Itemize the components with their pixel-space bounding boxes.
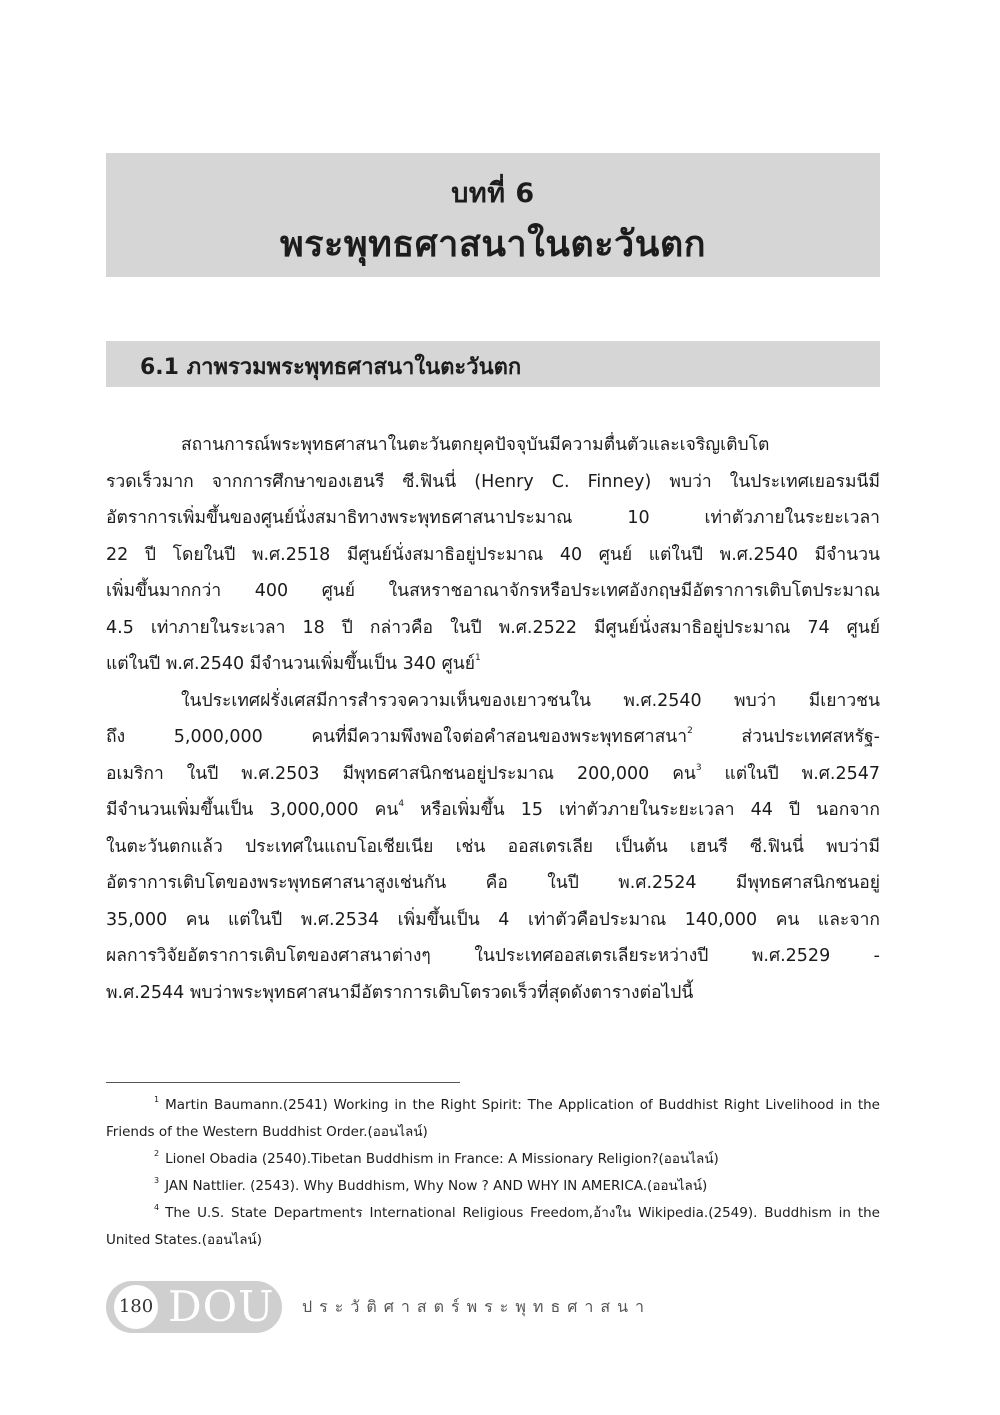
body-line: เพิ่มขึ้นมากกว่า 400 ศูนย์ ในสหราชอาณาจักรหรือประเทศอังกฤษมีอัตราการเติบโตประมาณ (106, 581, 880, 601)
page-number: 180 (114, 1285, 158, 1329)
chapter-title: พระพุทธศาสนาในตะวันตก (279, 224, 707, 265)
footnote-ref: 1 (474, 653, 481, 663)
footnote-ref: 2 (687, 726, 693, 736)
running-title: ประวัติศาสตร์พระพุทธศาสนา (302, 1297, 652, 1316)
footnote-line: $^3$ JAN Nattlier. (2543). Why Buddhism, Why Now ? AND WHY IN AMERICA.(ออนไลน์) (154, 1176, 708, 1194)
body-line: 35,000 คน แต่ในปี พ.ศ.2534 เพิ่มขึ้นเป็น 4 เท่าตัวคือประมาณ 140,000 คน และจาก (106, 909, 880, 930)
body-line: ในตะวันตกแล้ว ประเทศในแถบโอเชียเนีย เช่น ออสเตรเลีย เป็นต้น เฮนรี ซี.ฟินนี่ พบว่ามี (106, 836, 880, 857)
footnote-line: $^2$ Lionel Obadia (2540).Tibetan Buddhism in France: A Missionary Religion?(ออนไลน์) (154, 1149, 719, 1167)
body-line: อัตราการเติบโตของพระพุทธศาสนาสูงเช่นกัน คือ ในปี พ.ศ.2524 มีพุทธศาสนิกชนอยู่ (106, 873, 880, 893)
footnote-divider (106, 1082, 460, 1083)
footnote-ref: 4 (398, 799, 405, 809)
body-line: 22 ปี โดยในปี พ.ศ.2518 มีศูนย์นั่งสมาธิอยู่ประมาณ 40 ศูนย์ แต่ในปี พ.ศ.2540 มีจำนวน (106, 544, 880, 565)
footnote-line: $^1$ Martin Baumann.(2541) Working in the Right Spirit: The Application of Buddhist Right Livelihood in the (154, 1095, 880, 1113)
body-line: อัตราการเพิ่มขึ้นของศูนย์นั่งสมาธิทางพระพุทธศาสนาประมาณ 10 เท่าตัวภายในระยะเวลา (106, 508, 880, 528)
brand-logo: DOU (168, 1282, 275, 1331)
body-line: 4.5 เท่าภายในระเวลา 18 ปี กล่าวคือ ในปี พ.ศ.2522 มีศูนย์นั่งสมาธิอยู่ประมาณ 74 ศูนย์ (106, 617, 880, 638)
body-line: แต่ในปี พ.ศ.2540 มีจำนวนเพิ่มขึ้นเป็น 340 ศูนย์$^1$ (106, 653, 481, 674)
body-line: ผลการวิจัยอัตราการเติบโตของศาสนาต่างๆ ในประเทศออสเตรเลียระหว่างปี พ.ศ.2529 - (106, 946, 880, 966)
body-line: อเมริกา ในปี พ.ศ.2503 มีพุทธศาสนิกชนอยู่ประมาณ 200,000 คน$^3$ แต่ในปี พ.ศ.2547 (106, 762, 880, 784)
footnote-number: 1 (154, 1095, 160, 1104)
body-line: พ.ศ.2544 พบว่าพระพุทธศาสนามีอัตราการเติบโตรวดเร็วที่สุดดังตารางต่อไปนี้ (106, 982, 694, 1003)
footnote-line: Friends of the Western Buddhist Order.(ออนไลน์) (106, 1124, 428, 1140)
footer-badge (106, 1281, 282, 1333)
body-line: ถึง 5,000,000 คนที่มีความพึงพอใจต่อคำสอนของพระพุทธศาสนา$^2$ ส่วนประเทศสหรัฐ- (106, 726, 880, 747)
footnotes (106, 1092, 880, 1254)
body-line: รวดเร็วมาก จากการศึกษาของเฮนรี ซี.ฟินนี่ (Henry C. Finney) พบว่า ในประเทศเยอรมนีมี (106, 471, 880, 492)
body-line: มีจำนวนเพิ่มขึ้นเป็น 3,000,000 คน$^4$ หรือเพิ่มขึ้น 15 เท่าตัวภายในระยะเวลา 44 ปี นอกจาก (106, 799, 880, 820)
body-line: ในประเทศฝรั่งเศสมีการสำรวจความเห็นของเยาวชนใน พ.ศ.2540 พบว่า มีเยาวชน (181, 690, 880, 711)
footnote-line: United States.(ออนไลน์) (106, 1232, 262, 1248)
body-text (106, 427, 880, 1011)
footnote-ref: 3 (695, 762, 702, 773)
section-heading-box (106, 341, 880, 387)
footnote-number: 4 (154, 1203, 160, 1212)
footnote-number: 3 (154, 1176, 160, 1185)
chapter-heading-box (106, 153, 880, 277)
body-line: สถานการณ์พระพุทธศาสนาในตะวันตกยุคปัจจุบันมีความตื่นตัวและเจริญเติบโต (181, 435, 770, 455)
section-title: 6.1 ภาพรวมพระพุทธศาสนาในตะวันตก (140, 355, 522, 380)
chapter-number: บทที่ 6 (451, 178, 535, 209)
footnote-line: $^4$ The U.S. State Departmentร International Religious Freedom,อ้างใน Wikipedia.(2549). Buddhism in the (154, 1203, 880, 1221)
footnote-number: 2 (154, 1149, 160, 1158)
